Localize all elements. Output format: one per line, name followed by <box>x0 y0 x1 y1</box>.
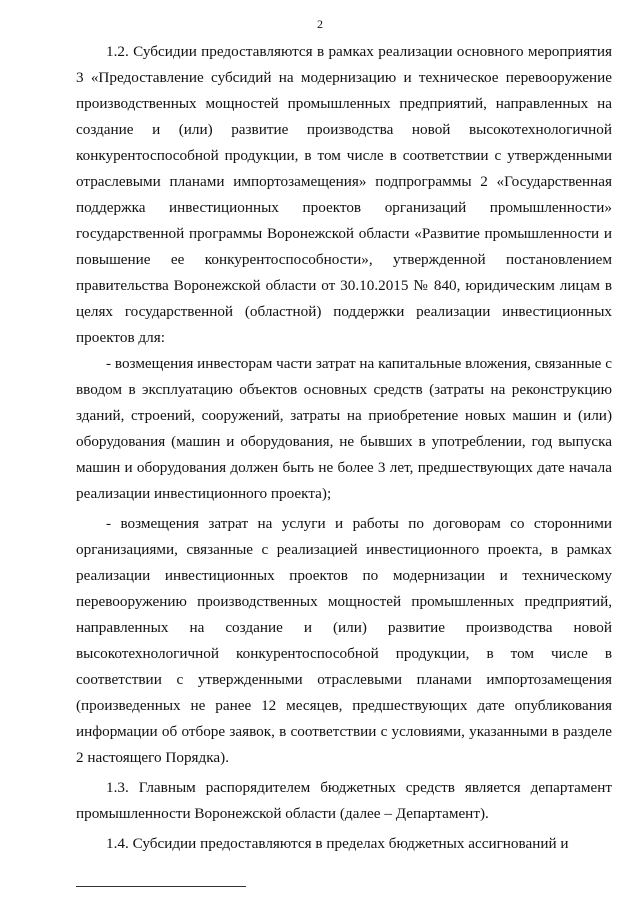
paragraph-bullet-services-costs: - возмещения затрат на услуги и работы по договорам со сторонними организациями, связанные с реализацией инвестиционного проекта, в рамках реализации инвестиционных проектов по модернизации и техническому перевооружению производственных мощностей промышленных предприятий, направленных на создание и (или) развитие производства новой высокотехнологичной конкурентоспособной продукции, в том числе в соответствии с утвержденными отраслевыми планами импортозамещения (произведенных не ранее 12 месяцев, предшествующих дате опубликования информации об отборе заявок, в соответствии с условиями, указанными в разделе 2 настоящего Порядка). <box>76 515 612 766</box>
page-number: 2 <box>317 17 323 31</box>
paragraph-1-4: 1.4. Субсидии предоставляются в пределах бюджетных ассигнований и <box>106 835 569 852</box>
paragraph-1-3: 1.3. Главным распорядителем бюджетных средств является департамент промышленности Воронежской области (далее – Департамент). <box>76 779 612 822</box>
document-body <box>76 39 612 857</box>
paragraph-bullet-capital-costs: - возмещения инвесторам части затрат на капитальные вложения, связанные с вводом в эксплуатацию объектов основных средств (затраты на реконструкцию зданий, строений, сооружений, затраты на приобретение новых машин и (или) оборудования (машин и оборудования, не бывших в употреблении, год выпуска машин и оборудования должен быть не более 3 лет, предшествующих дате начала реализации инвестиционного проекта); <box>76 355 612 502</box>
footnote-divider <box>76 886 246 887</box>
paragraph-1-2: 1.2. Субсидии предоставляются в рамках реализации основного мероприятия 3 «Предоставление субсидий на модернизацию и техническое перевооружение производственных мощностей промышленных предприятий, направленных на создание и (или) развитие производства новой высокотехнологичной конкурентоспособной продукции, в том числе в соответствии с утвержденными отраслевыми планами импортозамещения» подпрограммы 2 «Государственная поддержка инвестиционных проектов организаций промышленности» государственной программы Воронежской области «Развитие промышленности и повышение ее конкурентоспособности», утвержденной постановлением правительства Воронежской области от 30.10.2015 № 840, юридическим лицам в целях государственной (областной) поддержки реализации инвестиционных проектов для: <box>76 43 612 346</box>
